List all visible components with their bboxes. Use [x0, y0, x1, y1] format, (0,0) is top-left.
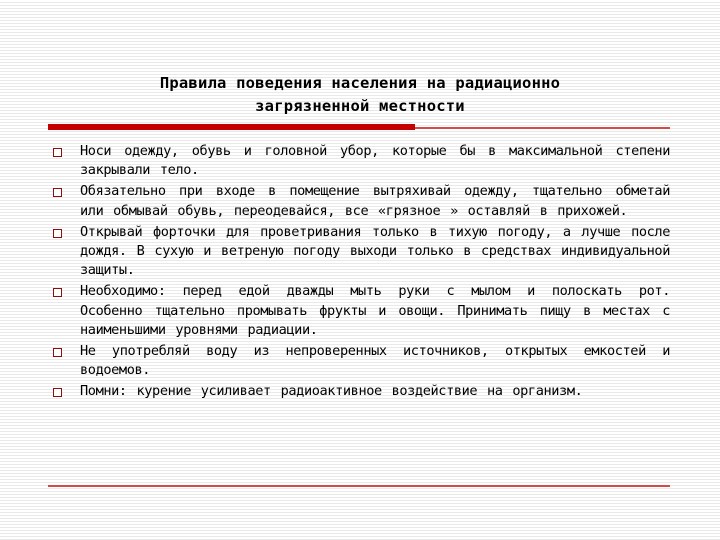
bullet-text: Помни: курение усиливает радиоактивное воздействие на организм. — [80, 383, 583, 400]
bullet-item — [50, 342, 670, 380]
bullet-list — [50, 142, 670, 404]
title-underline-thin — [415, 127, 670, 129]
slide-title — [60, 72, 660, 118]
bullet-item — [50, 182, 670, 220]
hollow-square-icon — [53, 148, 62, 157]
hollow-square-icon — [53, 288, 62, 297]
title-line-1: Правила поведения населения на радиационно — [159, 74, 561, 92]
bullet-item — [50, 382, 670, 401]
hollow-square-icon — [53, 229, 62, 238]
bullet-item — [50, 223, 670, 281]
title-line-2: загрязненной местности — [255, 97, 465, 115]
hollow-square-icon — [53, 388, 62, 397]
hollow-square-icon — [53, 348, 62, 357]
hollow-square-icon — [53, 188, 62, 197]
bullet-text: Необходимо: перед едой дважды мыть руки с мылом и полоскать рот. Особенно тщательно промывать фрукты и овощи. Принимать пищу в местах с наименьшими уровнями радиации. — [80, 283, 670, 338]
bullet-item — [50, 282, 670, 340]
bullet-text: Не употребляй воду из непроверенных источников, открытых емкостей и водоемов. — [80, 343, 670, 379]
title-underline-accent — [48, 124, 415, 130]
bullet-text: Обязательно при входе в помещение вытряхивай одежду, тщательно обметай или обмывай обувь, переодевайся, все «грязное » оставляй в прихожей. — [80, 183, 670, 219]
bullet-text: Носи одежду, обувь и головной убор, которые бы в максимальной степени закрывали тело. — [80, 143, 670, 179]
bullet-text: Открывай форточки для проветривания только в тихую погоду, а лучше после дождя. В сухую и ветреную погоду выходи только в средствах индивидуальной защиты. — [80, 223, 670, 279]
footer-rule — [48, 485, 670, 487]
bullet-item — [50, 142, 670, 180]
